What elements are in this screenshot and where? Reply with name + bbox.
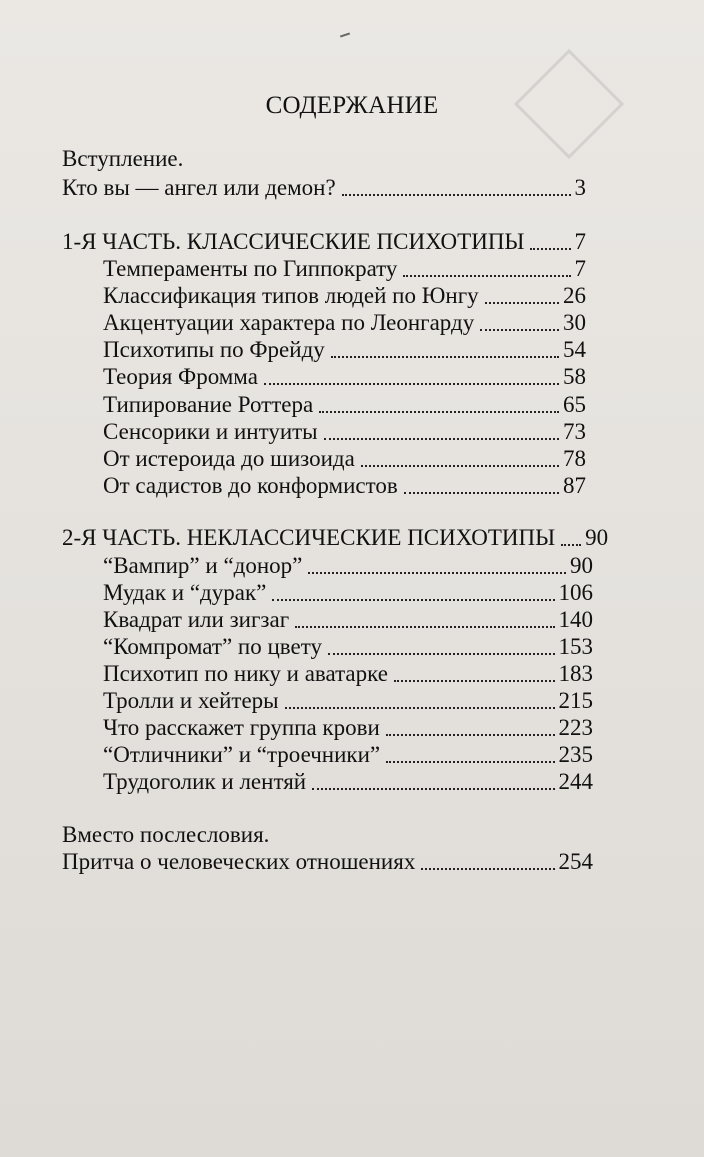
dot-leader <box>361 465 559 467</box>
toc-entry <box>103 388 586 418</box>
toc-page-number: 90 <box>570 553 593 578</box>
dot-leader <box>342 194 571 196</box>
toc-page-number: 183 <box>558 661 593 686</box>
toc-entry-intro <box>62 171 586 201</box>
dot-leader <box>312 788 554 790</box>
toc-page-number: 30 <box>563 310 586 335</box>
toc-page-number: 58 <box>563 364 586 389</box>
toc-entry <box>103 630 593 660</box>
toc-entry <box>103 415 586 445</box>
toc-page-number: 153 <box>558 634 593 659</box>
toc-page-number: 54 <box>563 337 586 362</box>
toc-page-number: 215 <box>558 688 593 713</box>
toc-page-number: 235 <box>558 742 593 767</box>
dot-leader <box>319 411 559 413</box>
toc-entry-label: Психотипы по Фрейду <box>103 337 325 362</box>
toc-page-number: 73 <box>563 419 586 444</box>
dot-leader <box>295 626 554 628</box>
toc-entry <box>103 306 586 336</box>
toc-entry <box>103 549 593 579</box>
part-title-label: 1-Я ЧАСТЬ. КЛАССИЧЕСКИЕ ПСИХОТИПЫ <box>62 229 525 254</box>
toc-entry-label: От садистов до конформистов <box>103 473 398 498</box>
toc-entry-label: “Отличники” и “троечники” <box>103 742 381 767</box>
toc-entry <box>103 576 593 606</box>
dot-leader <box>272 599 554 601</box>
dot-leader <box>331 356 559 358</box>
toc-entry <box>103 469 586 499</box>
dot-leader <box>530 248 570 250</box>
toc-entry-label: Психотип по нику и аватарке <box>103 661 388 686</box>
toc-page-number: 87 <box>563 473 586 498</box>
toc-page-number: 244 <box>558 769 593 794</box>
toc-page-number: 26 <box>563 283 586 308</box>
pen-mark <box>340 33 350 38</box>
toc-page-number: 7 <box>574 256 586 281</box>
toc-entry-label: Теория Фромма <box>103 364 258 389</box>
dot-leader <box>328 653 555 655</box>
toc-entry <box>103 333 586 363</box>
part2-title <box>62 521 609 551</box>
dot-leader <box>386 734 555 736</box>
part1-title <box>62 225 586 255</box>
afterword-heading: Вместо послесловия. <box>62 822 270 847</box>
dot-leader <box>264 383 559 385</box>
toc-entry <box>103 442 586 472</box>
dot-leader <box>285 707 555 709</box>
toc-entry-label: Акцентуации характера по Леонгарду <box>103 310 475 335</box>
dot-leader <box>324 438 559 440</box>
toc-entry-label: Сенсорики и интуиты <box>103 419 318 444</box>
toc-page-number: 65 <box>563 392 586 417</box>
toc-entry-afterword <box>62 845 593 875</box>
toc-entry-label: Что расскажет группа крови <box>103 715 380 740</box>
toc-entry-label: Трудоголик и лентяй <box>103 769 307 794</box>
toc-entry <box>103 252 586 282</box>
toc-page-number: 106 <box>558 580 593 605</box>
dot-leader <box>403 275 570 277</box>
toc-entry <box>103 657 593 687</box>
toc-entry-label: Классификация типов людей по Юнгу <box>103 283 479 308</box>
toc-page-number: 254 <box>558 849 593 874</box>
toc-entry-label: Темпераменты по Гиппократу <box>103 256 398 281</box>
toc-entry-label: “Компромат” по цвету <box>103 634 322 659</box>
toc-entry <box>103 360 586 390</box>
intro-heading: Вступление. <box>62 146 184 171</box>
toc-page-number: 140 <box>558 607 593 632</box>
dot-leader <box>480 329 559 331</box>
toc-entry <box>103 711 593 741</box>
toc-entry-label: Типирование Роттера <box>103 392 314 417</box>
toc-page-number: 7 <box>574 229 586 254</box>
dot-leader <box>485 302 559 304</box>
part-title-label: 2-Я ЧАСТЬ. НЕКЛАССИЧЕСКИЕ ПСИХОТИПЫ <box>62 525 556 550</box>
dot-leader <box>561 544 581 546</box>
toc-entry <box>103 603 593 633</box>
toc-entry <box>103 279 586 309</box>
toc-page-number: 223 <box>558 715 593 740</box>
dot-leader <box>394 680 555 682</box>
toc-entry <box>103 684 593 714</box>
toc-entry-label: Квадрат или зигзаг <box>103 607 290 632</box>
toc-entry-label: Кто вы — ангел или демон? <box>62 175 336 200</box>
toc-entry-label: “Вампир” и “донор” <box>103 553 303 578</box>
toc-page-number: 3 <box>574 175 586 200</box>
dot-leader <box>421 868 554 870</box>
toc-entry-label: Притча о человеческих отношениях <box>62 849 416 874</box>
dot-leader <box>404 492 559 494</box>
toc-page-number: 78 <box>563 446 586 471</box>
toc-entry-label: От истероида до шизоида <box>103 446 355 471</box>
dot-leader <box>308 572 566 574</box>
toc-entry-label: Мудак и “дурак” <box>103 580 267 605</box>
toc-entry <box>103 765 593 795</box>
toc-entry <box>103 738 593 768</box>
dot-leader <box>386 761 554 763</box>
toc-page-number: 90 <box>585 525 609 550</box>
toc-entry-label: Тролли и хейтеры <box>103 688 279 713</box>
contents-title: СОДЕРЖАНИЕ <box>265 92 439 119</box>
